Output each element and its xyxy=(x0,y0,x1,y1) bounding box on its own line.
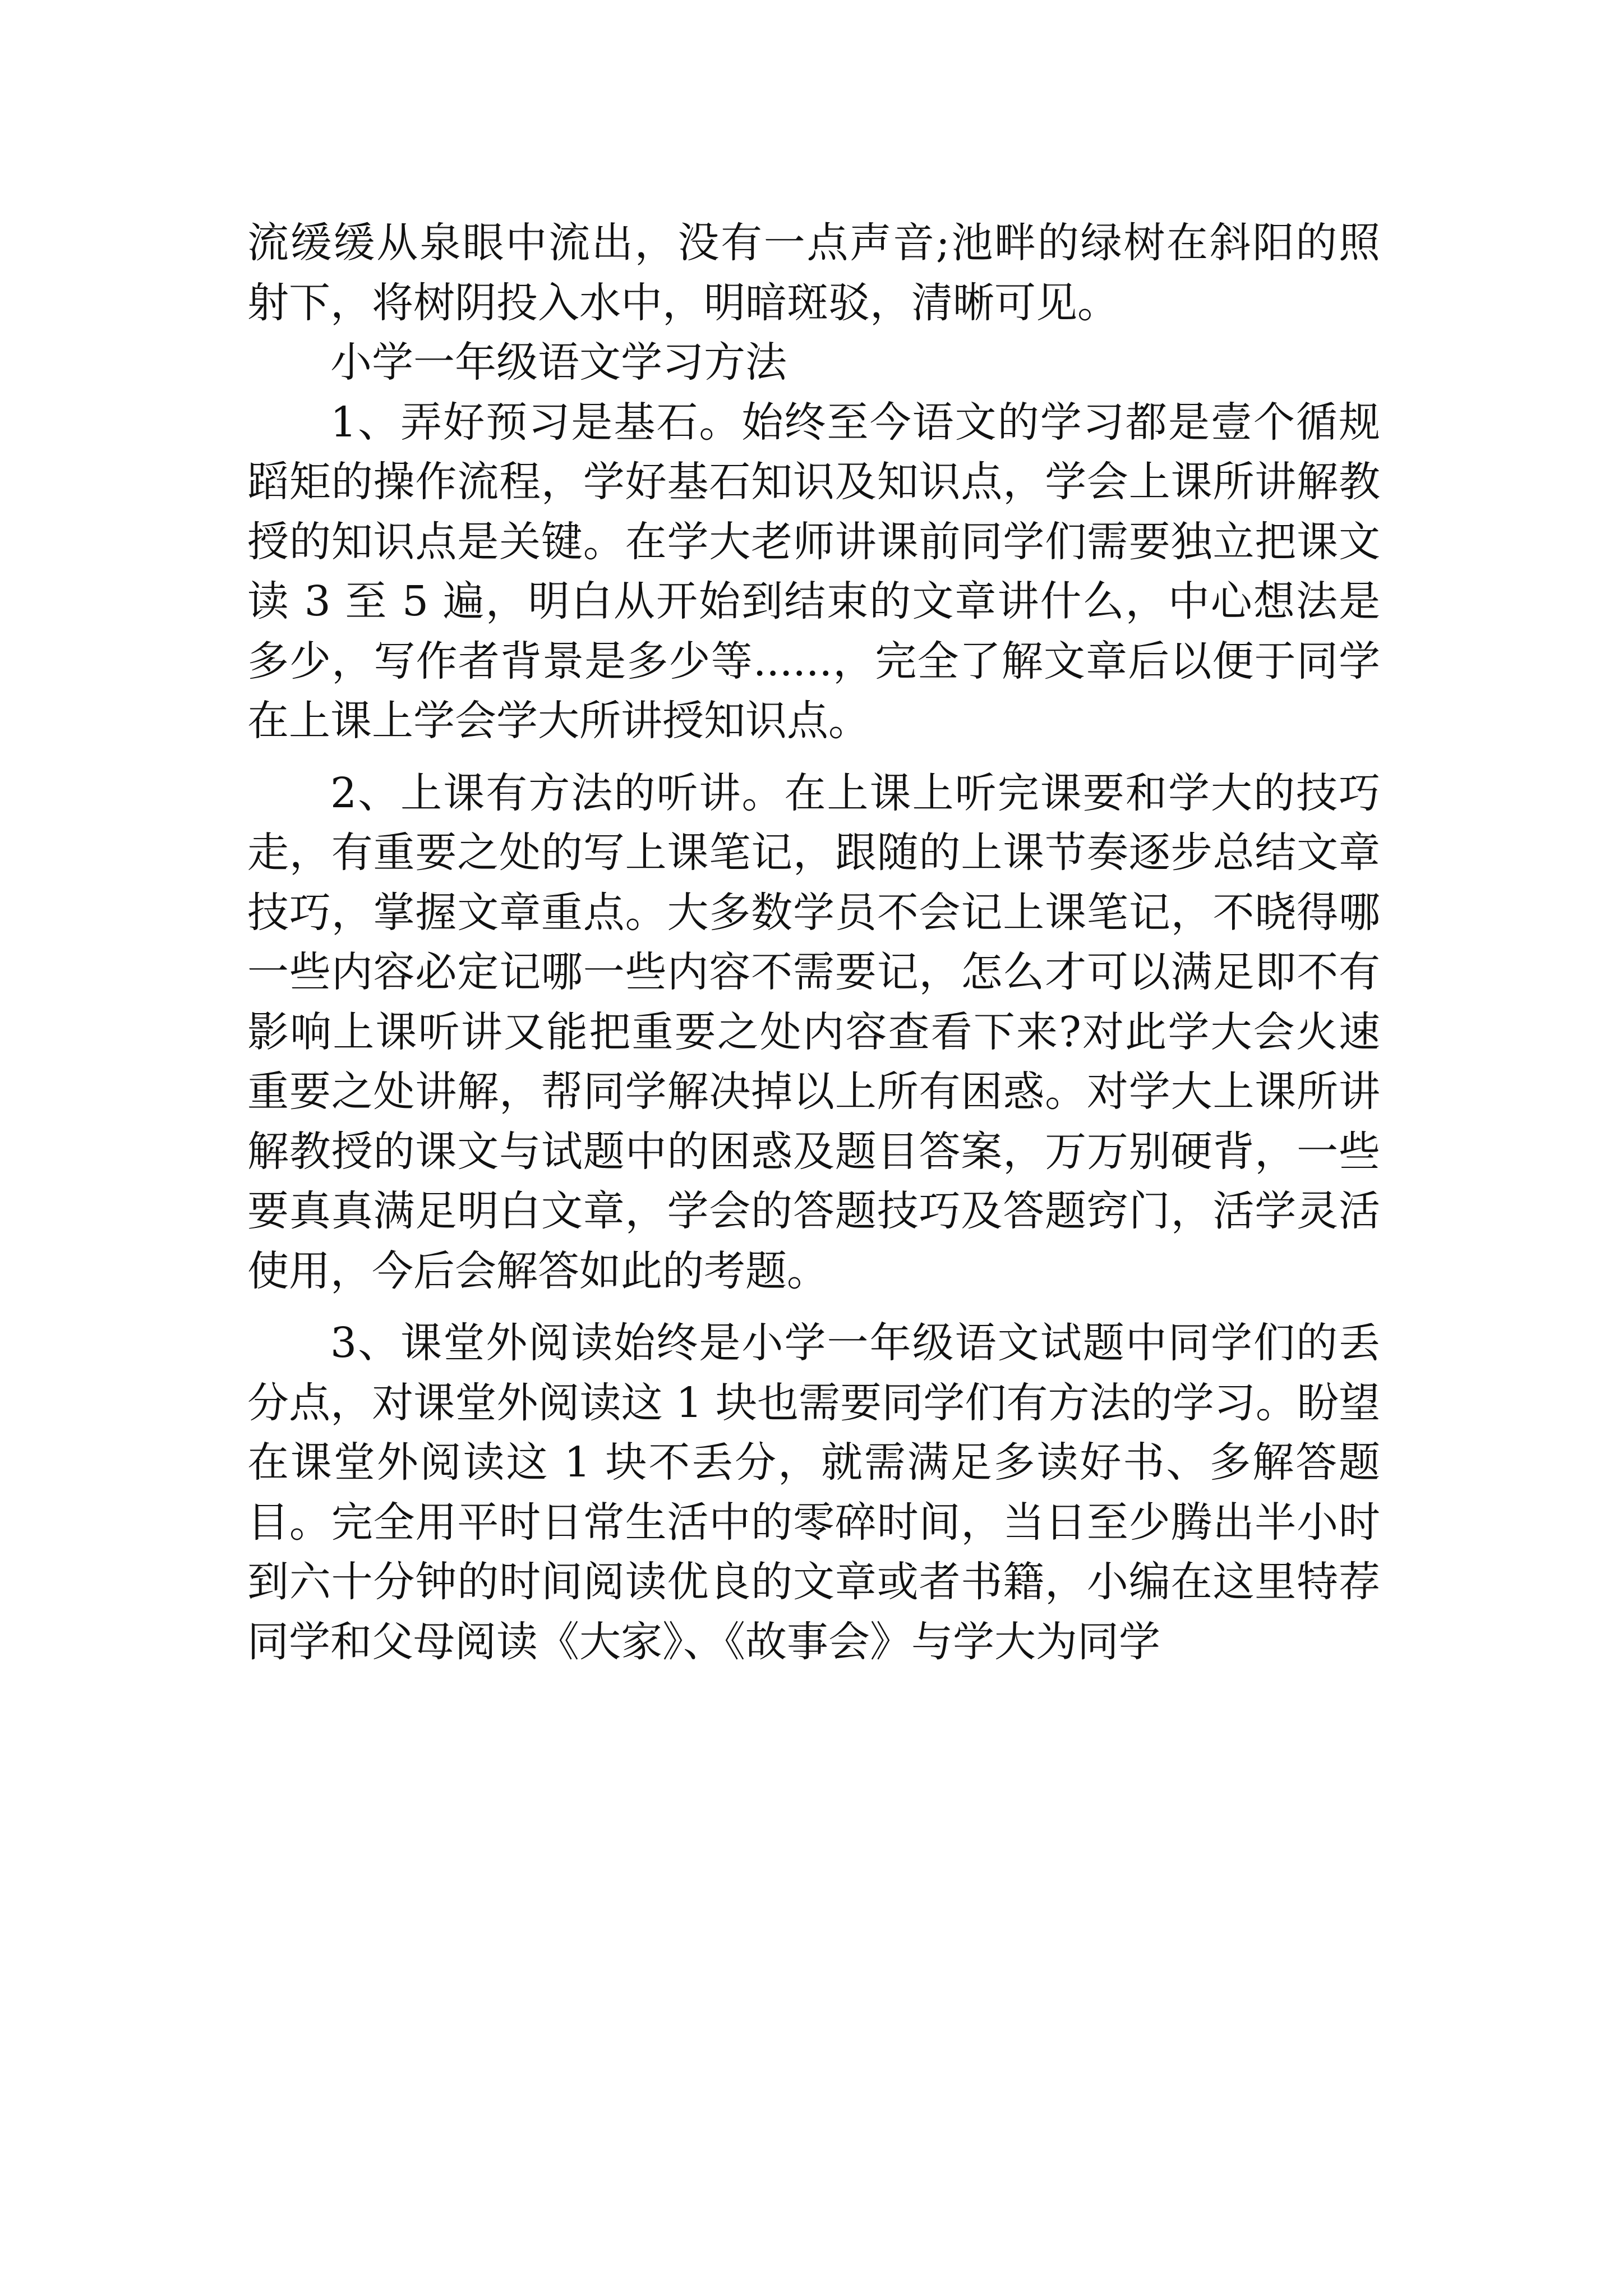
paragraph-method-2: 2、上课有方法的听讲。在上课上听完课要和学大的技巧走，有重要之处的写上课笔记，跟随的上课节奏逐步总结文章技巧，掌握文章重点。大多数学员不会记上课笔记，不晓得哪一些内容必定记哪一些内容不需要记，怎么才可以满足即不有影响上课听讲又能把重要之处内容查看下来?对此学大会火速重要之处讲解，帮同学解决掉以上所有困惑。对学大上课所讲解教授的课文与试题中的困惑及题目答案，万万别硬背，一些要真真满足明白文章，学会的答题技巧及答题窍门，活学灵活使用，今后会解答如此的考题。 xyxy=(247,769,1380,1295)
section-heading: 小学一年级语文学习方法 xyxy=(330,338,787,386)
paragraph-method-1: 1、弄好预习是基石。始终至今语文的学习都是壹个循规蹈矩的操作流程，学好基石知识及知识点，学会上课所讲解教授的知识点是关键。在学大老师讲课前同学们需要独立把课文读 3 至 5 遍，明白从开始到结束的文章讲什么，中心想法是多少，写作者背景是多少等......，完全了解文章后以便于同学在上课上学会学大所讲授知识点。 xyxy=(247,398,1380,745)
paragraph-continuation: 流缓缓从泉眼中流出，没有一点声音;池畔的绿树在斜阳的照射下，将树阴投入水中，明暗斑驳，清晰可见。 xyxy=(247,219,1380,327)
document-body xyxy=(247,213,1380,1672)
paragraph-method-3: 3、课堂外阅读始终是小学一年级语文试题中同学们的丢分点，对课堂外阅读这 1 块也需要同学们有方法的学习。盼望在课堂外阅读这 1 块不丢分，就需满足多读好书、多解答题目。完全用平时日常生活中的零碎时间，当日至少腾出半小时到六十分钟的时间阅读优良的文章或者书籍，小编在这里特荐同学和父母阅读《大家》、《故事会》与学大为同学 xyxy=(247,1319,1380,1666)
